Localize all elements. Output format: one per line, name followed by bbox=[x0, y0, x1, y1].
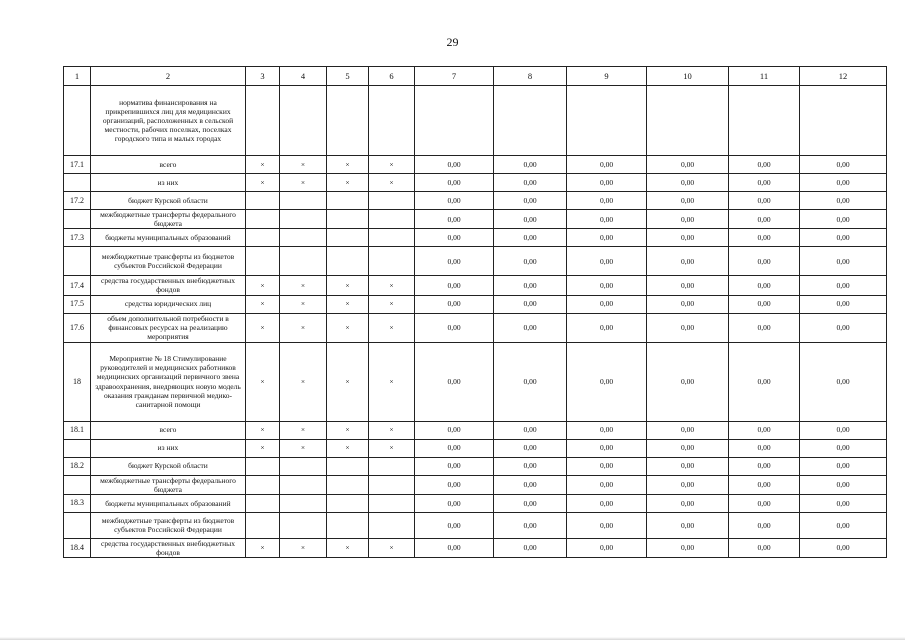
value-cell: 0,00 bbox=[494, 229, 567, 247]
value-cell bbox=[729, 86, 800, 156]
value-cell: 0,00 bbox=[415, 538, 494, 557]
value-cell bbox=[246, 86, 280, 156]
row-description-cell: средства юридических лиц bbox=[91, 295, 246, 313]
value-cell bbox=[327, 210, 369, 229]
value-cell: 0,00 bbox=[729, 210, 800, 229]
column-header: 11 bbox=[729, 67, 800, 86]
value-cell: 0,00 bbox=[415, 342, 494, 421]
row-number-cell: 18 bbox=[64, 342, 91, 421]
value-cell: 0,00 bbox=[800, 210, 887, 229]
value-cell: × bbox=[369, 538, 415, 557]
value-cell: 0,00 bbox=[800, 295, 887, 313]
value-cell bbox=[647, 86, 729, 156]
value-cell: 0,00 bbox=[647, 174, 729, 192]
value-cell: × bbox=[280, 174, 327, 192]
value-cell: 0,00 bbox=[729, 174, 800, 192]
table-row bbox=[64, 247, 887, 276]
row-number-cell bbox=[64, 512, 91, 538]
row-description-cell: бюджеты муниципальных образований bbox=[91, 229, 246, 247]
row-number-cell: 18.2 bbox=[64, 457, 91, 475]
value-cell bbox=[280, 494, 327, 512]
value-cell bbox=[800, 86, 887, 156]
value-cell: 0,00 bbox=[800, 276, 887, 295]
value-cell: × bbox=[369, 295, 415, 313]
value-cell bbox=[369, 86, 415, 156]
column-header: 7 bbox=[415, 67, 494, 86]
value-cell bbox=[369, 229, 415, 247]
value-cell: 0,00 bbox=[415, 494, 494, 512]
value-cell: 0,00 bbox=[494, 475, 567, 494]
value-cell bbox=[280, 457, 327, 475]
table-row bbox=[64, 494, 887, 512]
value-cell: 0,00 bbox=[800, 156, 887, 174]
table-row bbox=[64, 475, 887, 494]
value-cell: 0,00 bbox=[800, 342, 887, 421]
row-number-cell bbox=[64, 247, 91, 276]
value-cell: 0,00 bbox=[729, 342, 800, 421]
row-description-cell: средства государственных внебюджетных фондов bbox=[91, 276, 246, 295]
value-cell: × bbox=[327, 342, 369, 421]
value-cell: 0,00 bbox=[729, 538, 800, 557]
value-cell: 0,00 bbox=[415, 439, 494, 457]
value-cell bbox=[369, 247, 415, 276]
table-row bbox=[64, 512, 887, 538]
value-cell: 0,00 bbox=[800, 313, 887, 342]
row-description-cell: Мероприятие № 18 Стимулирование руководителей и медицинских работников медицинских организаций первичного звена здравоохранения, внедряющих новую модель оказания гражданам первичной медико-санитарной помощи bbox=[91, 342, 246, 421]
value-cell: 0,00 bbox=[800, 457, 887, 475]
value-cell: 0,00 bbox=[729, 512, 800, 538]
value-cell: × bbox=[246, 342, 280, 421]
row-description-cell: всего bbox=[91, 421, 246, 439]
value-cell bbox=[567, 86, 647, 156]
value-cell: 0,00 bbox=[567, 174, 647, 192]
value-cell: × bbox=[280, 313, 327, 342]
value-cell: 0,00 bbox=[494, 439, 567, 457]
row-number-cell bbox=[64, 210, 91, 229]
value-cell: 0,00 bbox=[729, 276, 800, 295]
row-description-cell: бюджет Курской области bbox=[91, 457, 246, 475]
value-cell bbox=[327, 475, 369, 494]
value-cell bbox=[415, 86, 494, 156]
value-cell: 0,00 bbox=[647, 192, 729, 210]
value-cell: × bbox=[327, 313, 369, 342]
value-cell: 0,00 bbox=[567, 439, 647, 457]
value-cell: 0,00 bbox=[647, 512, 729, 538]
value-cell: 0,00 bbox=[567, 247, 647, 276]
row-description-cell: норматива финансирования на прикрепившихся лиц для медицинских организаций, расположенных в сельской местности, рабочих поселках, поселках городского типа и малых городах bbox=[91, 86, 246, 156]
value-cell: 0,00 bbox=[729, 192, 800, 210]
value-cell: 0,00 bbox=[800, 174, 887, 192]
table-row bbox=[64, 210, 887, 229]
row-number-cell: 18.4 bbox=[64, 538, 91, 557]
value-cell bbox=[280, 192, 327, 210]
value-cell: 0,00 bbox=[415, 174, 494, 192]
row-number-cell: 17.5 bbox=[64, 295, 91, 313]
value-cell: 0,00 bbox=[494, 313, 567, 342]
value-cell: × bbox=[246, 313, 280, 342]
value-cell: × bbox=[369, 342, 415, 421]
value-cell bbox=[246, 457, 280, 475]
table-row bbox=[64, 86, 887, 156]
value-cell: 0,00 bbox=[729, 421, 800, 439]
value-cell: × bbox=[246, 439, 280, 457]
value-cell: 0,00 bbox=[800, 421, 887, 439]
table-row bbox=[64, 156, 887, 174]
value-cell: 0,00 bbox=[567, 192, 647, 210]
value-cell: × bbox=[246, 421, 280, 439]
column-header: 5 bbox=[327, 67, 369, 86]
value-cell: × bbox=[369, 421, 415, 439]
row-description-cell: из них bbox=[91, 174, 246, 192]
value-cell: 0,00 bbox=[567, 295, 647, 313]
table-row bbox=[64, 439, 887, 457]
value-cell: 0,00 bbox=[800, 247, 887, 276]
value-cell: 0,00 bbox=[647, 475, 729, 494]
row-number-cell: 18.1 bbox=[64, 421, 91, 439]
table-row bbox=[64, 229, 887, 247]
table-row bbox=[64, 295, 887, 313]
value-cell bbox=[369, 457, 415, 475]
value-cell: 0,00 bbox=[494, 457, 567, 475]
value-cell bbox=[369, 494, 415, 512]
value-cell: × bbox=[280, 295, 327, 313]
row-number-cell bbox=[64, 475, 91, 494]
value-cell: × bbox=[246, 295, 280, 313]
value-cell: 0,00 bbox=[729, 295, 800, 313]
value-cell bbox=[280, 86, 327, 156]
table-row bbox=[64, 457, 887, 475]
value-cell bbox=[280, 210, 327, 229]
value-cell bbox=[494, 86, 567, 156]
value-cell bbox=[280, 512, 327, 538]
row-description-cell: из них bbox=[91, 439, 246, 457]
value-cell bbox=[369, 475, 415, 494]
value-cell bbox=[246, 247, 280, 276]
value-cell: × bbox=[246, 538, 280, 557]
value-cell: 0,00 bbox=[494, 156, 567, 174]
value-cell: × bbox=[280, 156, 327, 174]
column-header: 10 bbox=[647, 67, 729, 86]
value-cell: × bbox=[327, 156, 369, 174]
value-cell: × bbox=[280, 421, 327, 439]
page-number: 29 bbox=[446, 35, 459, 49]
value-cell: 0,00 bbox=[800, 439, 887, 457]
row-number-cell: 18.3 bbox=[64, 494, 91, 512]
row-description-cell: межбюджетные трансферты федерального бюджета bbox=[91, 210, 246, 229]
column-header: 9 bbox=[567, 67, 647, 86]
value-cell: 0,00 bbox=[647, 156, 729, 174]
value-cell bbox=[280, 229, 327, 247]
row-description-cell: бюджет Курской области bbox=[91, 192, 246, 210]
row-number-cell bbox=[64, 439, 91, 457]
row-number-cell bbox=[64, 174, 91, 192]
value-cell: × bbox=[246, 174, 280, 192]
value-cell bbox=[369, 210, 415, 229]
value-cell bbox=[246, 494, 280, 512]
value-cell: 0,00 bbox=[729, 457, 800, 475]
column-header: 6 bbox=[369, 67, 415, 86]
value-cell: 0,00 bbox=[729, 247, 800, 276]
value-cell: × bbox=[327, 439, 369, 457]
table-row bbox=[64, 313, 887, 342]
row-number-cell: 17.6 bbox=[64, 313, 91, 342]
value-cell: 0,00 bbox=[415, 295, 494, 313]
value-cell: 0,00 bbox=[567, 475, 647, 494]
column-header: 12 bbox=[800, 67, 887, 86]
value-cell bbox=[369, 192, 415, 210]
table-row bbox=[64, 192, 887, 210]
value-cell: 0,00 bbox=[494, 538, 567, 557]
value-cell: 0,00 bbox=[800, 494, 887, 512]
value-cell: 0,00 bbox=[647, 342, 729, 421]
value-cell: 0,00 bbox=[647, 295, 729, 313]
value-cell: 0,00 bbox=[647, 210, 729, 229]
value-cell: 0,00 bbox=[415, 247, 494, 276]
value-cell: × bbox=[369, 276, 415, 295]
value-cell: 0,00 bbox=[647, 439, 729, 457]
value-cell: × bbox=[369, 174, 415, 192]
value-cell: 0,00 bbox=[567, 457, 647, 475]
header-row bbox=[64, 67, 887, 86]
value-cell: 0,00 bbox=[729, 475, 800, 494]
value-cell: 0,00 bbox=[494, 295, 567, 313]
value-cell: 0,00 bbox=[567, 313, 647, 342]
value-cell: × bbox=[246, 156, 280, 174]
row-number-cell bbox=[64, 86, 91, 156]
value-cell: 0,00 bbox=[415, 421, 494, 439]
value-cell: 0,00 bbox=[647, 229, 729, 247]
value-cell: × bbox=[246, 276, 280, 295]
value-cell: 0,00 bbox=[567, 494, 647, 512]
value-cell bbox=[327, 457, 369, 475]
value-cell: 0,00 bbox=[567, 229, 647, 247]
row-description-cell: объем дополнительной потребности в финансовых ресурсах на реализацию мероприятия bbox=[91, 313, 246, 342]
value-cell: 0,00 bbox=[729, 229, 800, 247]
row-description-cell: средства государственных внебюджетных фондов bbox=[91, 538, 246, 557]
value-cell: 0,00 bbox=[415, 229, 494, 247]
value-cell: 0,00 bbox=[800, 192, 887, 210]
value-cell: 0,00 bbox=[415, 512, 494, 538]
value-cell: × bbox=[327, 276, 369, 295]
column-header: 2 bbox=[91, 67, 246, 86]
value-cell bbox=[246, 210, 280, 229]
value-cell: 0,00 bbox=[415, 192, 494, 210]
table-row bbox=[64, 421, 887, 439]
value-cell bbox=[327, 192, 369, 210]
table-row bbox=[64, 538, 887, 557]
value-cell: × bbox=[327, 538, 369, 557]
value-cell: 0,00 bbox=[415, 457, 494, 475]
value-cell: 0,00 bbox=[415, 156, 494, 174]
value-cell: 0,00 bbox=[494, 494, 567, 512]
value-cell: × bbox=[280, 439, 327, 457]
value-cell: 0,00 bbox=[567, 156, 647, 174]
value-cell: 0,00 bbox=[647, 457, 729, 475]
value-cell bbox=[280, 475, 327, 494]
value-cell: 0,00 bbox=[800, 512, 887, 538]
value-cell: 0,00 bbox=[647, 313, 729, 342]
value-cell bbox=[246, 192, 280, 210]
value-cell bbox=[327, 494, 369, 512]
value-cell bbox=[246, 229, 280, 247]
value-cell bbox=[327, 229, 369, 247]
value-cell bbox=[327, 86, 369, 156]
table-row bbox=[64, 174, 887, 192]
value-cell: 0,00 bbox=[647, 247, 729, 276]
value-cell: 0,00 bbox=[494, 210, 567, 229]
row-description-cell: межбюджетные трансферты федерального бюджета bbox=[91, 475, 246, 494]
value-cell bbox=[280, 247, 327, 276]
value-cell: 0,00 bbox=[415, 276, 494, 295]
value-cell: 0,00 bbox=[729, 313, 800, 342]
value-cell: × bbox=[369, 156, 415, 174]
value-cell: 0,00 bbox=[647, 494, 729, 512]
value-cell: 0,00 bbox=[647, 538, 729, 557]
value-cell: 0,00 bbox=[494, 174, 567, 192]
column-header: 1 bbox=[64, 67, 91, 86]
value-cell: × bbox=[280, 342, 327, 421]
column-header: 3 bbox=[246, 67, 280, 86]
value-cell: 0,00 bbox=[647, 276, 729, 295]
value-cell: 0,00 bbox=[567, 538, 647, 557]
table-body bbox=[64, 86, 887, 558]
value-cell: 0,00 bbox=[494, 421, 567, 439]
value-cell: × bbox=[280, 538, 327, 557]
value-cell: 0,00 bbox=[567, 512, 647, 538]
value-cell: 0,00 bbox=[567, 276, 647, 295]
row-description-cell: межбюджетные трансферты из бюджетов субъектов Российской Федерации bbox=[91, 247, 246, 276]
row-number-cell: 17.1 bbox=[64, 156, 91, 174]
row-description-cell: бюджеты муниципальных образований bbox=[91, 494, 246, 512]
value-cell bbox=[327, 512, 369, 538]
value-cell: × bbox=[327, 295, 369, 313]
value-cell: 0,00 bbox=[415, 475, 494, 494]
value-cell: × bbox=[369, 313, 415, 342]
value-cell: 0,00 bbox=[800, 229, 887, 247]
row-description-cell: всего bbox=[91, 156, 246, 174]
value-cell: × bbox=[369, 439, 415, 457]
value-cell: 0,00 bbox=[494, 342, 567, 421]
row-number-cell: 17.2 bbox=[64, 192, 91, 210]
value-cell bbox=[327, 247, 369, 276]
value-cell bbox=[369, 512, 415, 538]
value-cell bbox=[246, 475, 280, 494]
row-number-cell: 17.4 bbox=[64, 276, 91, 295]
value-cell: × bbox=[327, 174, 369, 192]
value-cell: 0,00 bbox=[494, 192, 567, 210]
column-header: 8 bbox=[494, 67, 567, 86]
value-cell: 0,00 bbox=[800, 475, 887, 494]
value-cell: × bbox=[327, 421, 369, 439]
value-cell: 0,00 bbox=[647, 421, 729, 439]
row-description-cell: межбюджетные трансферты из бюджетов субъектов Российской Федерации bbox=[91, 512, 246, 538]
value-cell: 0,00 bbox=[800, 538, 887, 557]
value-cell: 0,00 bbox=[494, 276, 567, 295]
value-cell: 0,00 bbox=[494, 247, 567, 276]
value-cell: 0,00 bbox=[567, 210, 647, 229]
table-row bbox=[64, 276, 887, 295]
table-row bbox=[64, 342, 887, 421]
column-header: 4 bbox=[280, 67, 327, 86]
value-cell: 0,00 bbox=[729, 494, 800, 512]
value-cell: 0,00 bbox=[567, 421, 647, 439]
budget-table bbox=[63, 66, 887, 558]
value-cell: × bbox=[280, 276, 327, 295]
value-cell: 0,00 bbox=[729, 156, 800, 174]
row-number-cell: 17.3 bbox=[64, 229, 91, 247]
value-cell: 0,00 bbox=[729, 439, 800, 457]
value-cell: 0,00 bbox=[415, 210, 494, 229]
value-cell: 0,00 bbox=[415, 313, 494, 342]
value-cell bbox=[246, 512, 280, 538]
value-cell: 0,00 bbox=[494, 512, 567, 538]
value-cell: 0,00 bbox=[567, 342, 647, 421]
